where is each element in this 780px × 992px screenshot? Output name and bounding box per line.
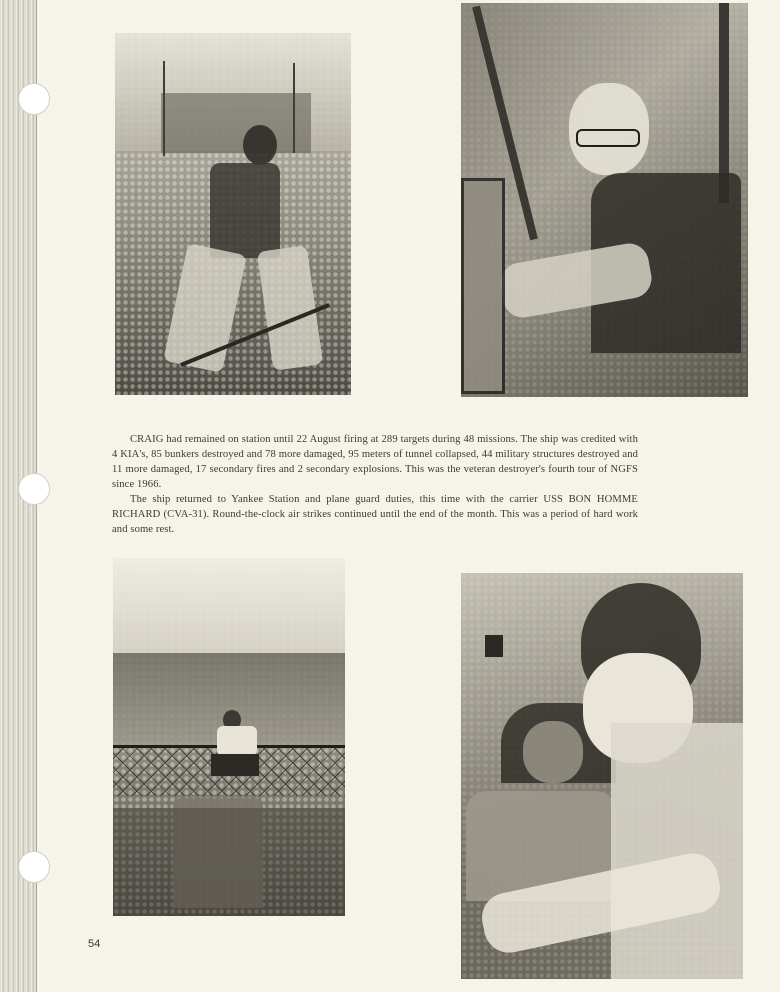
photo-sailor-at-ship-rail (113, 558, 345, 916)
photo-sailor-sitting-on-deck (115, 33, 351, 395)
binder-hole-top (18, 83, 50, 115)
page-number: 54 (88, 938, 101, 950)
photo-two-sailors-in-compartment (461, 573, 743, 979)
photo-sailor-with-glasses-working (461, 3, 748, 397)
body-text (112, 432, 638, 537)
paragraph-1: CRAIG had remained on station until 22 August firing at 289 targets during 48 missions. The ship was credited with 4 KIA's, 85 bunkers destroyed and 78 more damaged, 95 meters of tunnel collapsed, 44 military structures destroyed and 11 more damaged, 17 secondary fires and 2 secondary explosions. This was the veteran destroyer's fourth tour of NGFS since 1966. (112, 433, 638, 490)
binder-hole-bottom (18, 851, 50, 883)
paragraph-2: The ship returned to Yankee Station and plane guard duties, this time with the carrier USS BON HOMME RICHARD (CVA-31). Round-the-clock air strikes continued until the end of the month. This was a period of hard work and some rest. (112, 493, 638, 535)
binder-hole-middle (18, 473, 50, 505)
